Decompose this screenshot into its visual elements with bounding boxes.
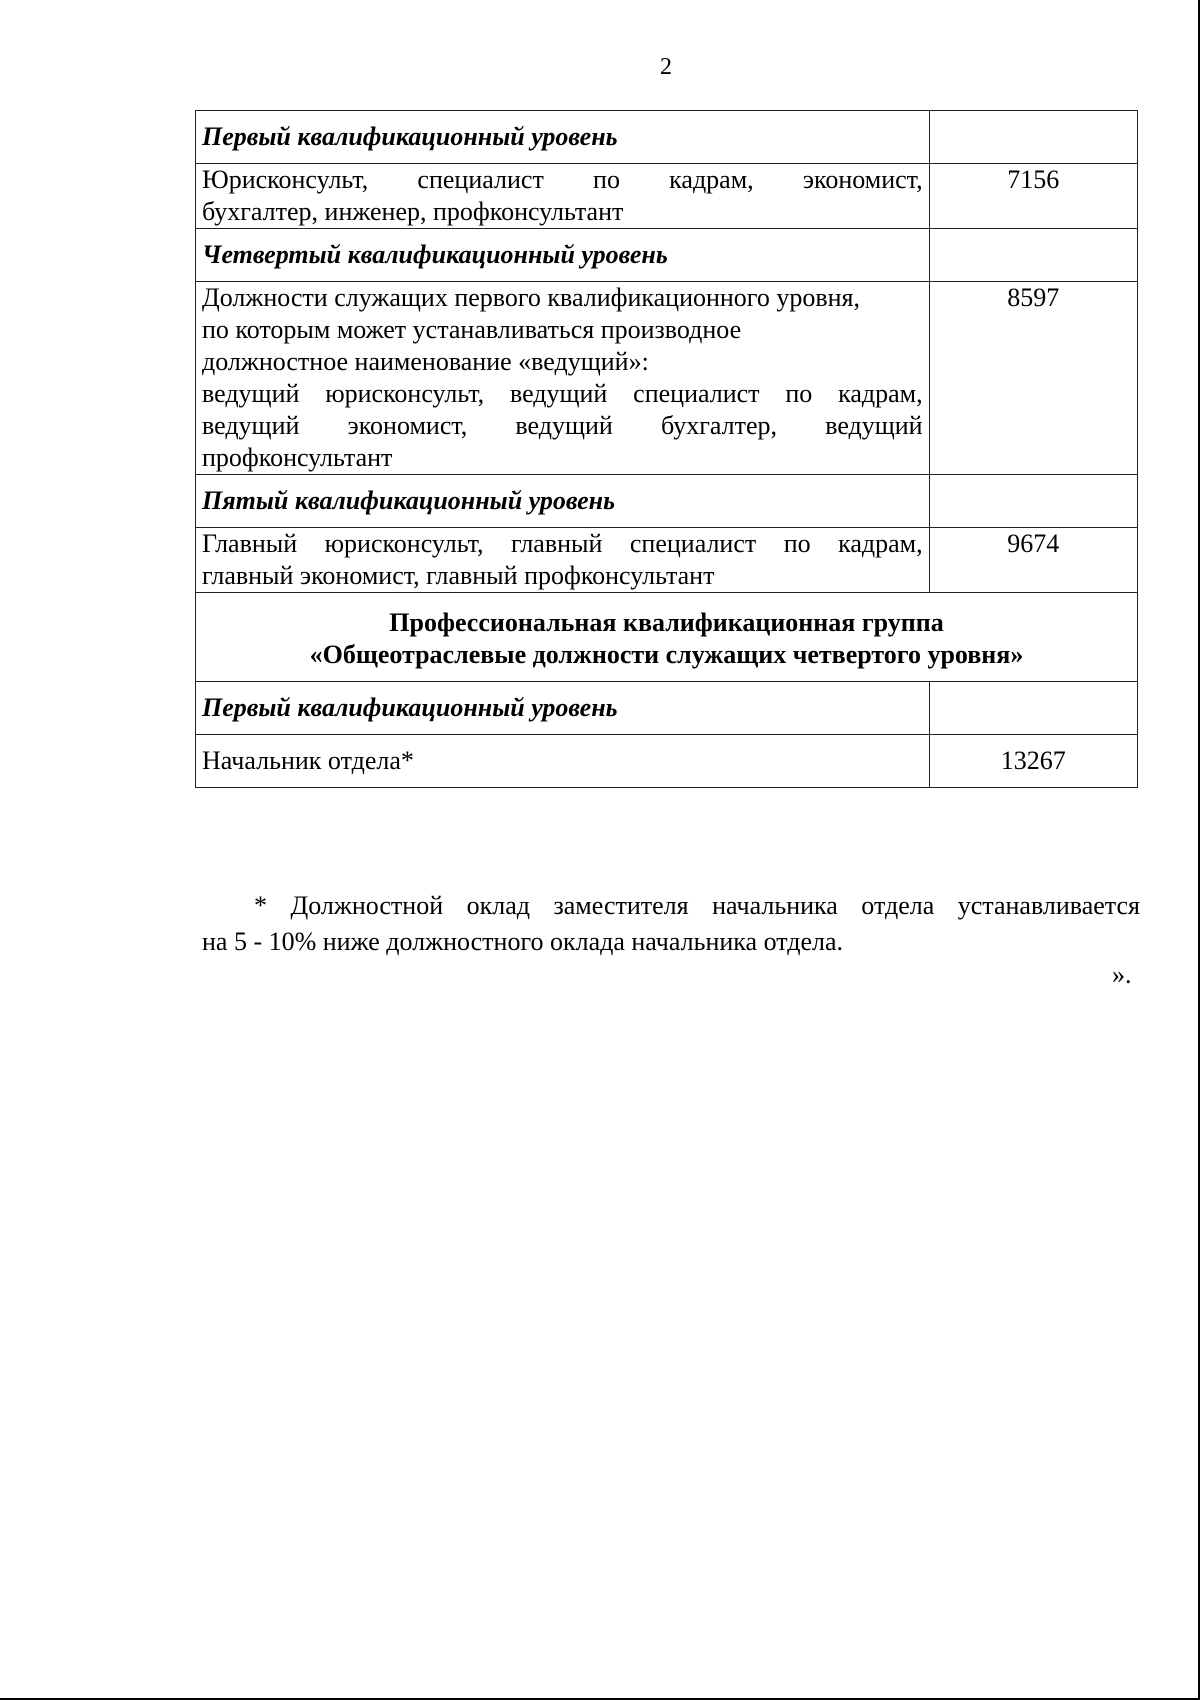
empty-salary-cell	[929, 111, 1137, 164]
footnote-line: на 5 - 10% ниже должностного оклада начальника отдела.	[202, 927, 844, 956]
qualification-level-label: Первый квалификационный уровень	[196, 111, 930, 164]
empty-salary-cell	[929, 229, 1137, 282]
salary-value: 8597	[929, 282, 1137, 475]
salary-value: 13267	[929, 735, 1137, 788]
position-description	[196, 528, 930, 593]
salary-value: 9674	[929, 528, 1137, 593]
table-row	[196, 593, 1138, 682]
table-row	[196, 164, 1138, 229]
position-line: бухгалтер, инженер, профконсультант	[202, 197, 624, 226]
table-row	[196, 229, 1138, 282]
qualification-group-header	[196, 593, 1138, 682]
qualification-level-label: Четвертый квалификационный уровень	[196, 229, 930, 282]
empty-salary-cell	[929, 682, 1137, 735]
footnote	[202, 888, 1140, 960]
position-line: ведущий экономист, ведущий бухгалтер, ведущий	[202, 411, 923, 440]
position-line: должностное наименование «ведущий»:	[202, 347, 649, 376]
qualification-level-label: Пятый квалификационный уровень	[196, 475, 930, 528]
table-row	[196, 735, 1138, 788]
table-row	[196, 528, 1138, 593]
position-line: Юрисконсульт, специалист по кадрам, экономист,	[202, 165, 923, 194]
qualification-level-label: Первый квалификационный уровень	[196, 682, 930, 735]
position-line: Главный юрисконсульт, главный специалист по кадрам,	[202, 529, 923, 558]
closing-quote: ».	[1112, 960, 1132, 989]
table-row	[196, 111, 1138, 164]
footnote-line: * Должностной оклад заместителя начальника отдела устанавливается	[254, 891, 1140, 920]
table-row	[196, 282, 1138, 475]
position-line: по которым может устанавливаться производное	[202, 315, 742, 344]
position-line: ведущий юрисконсульт, ведущий специалист по кадрам,	[202, 379, 923, 408]
position-description	[196, 282, 930, 475]
position-description	[196, 164, 930, 229]
group-title-line: «Общеотраслевые должности служащих четвертого уровня»	[309, 640, 1024, 669]
table-row	[196, 475, 1138, 528]
page-number: 2	[660, 54, 672, 80]
position-line: профконсультант	[202, 443, 393, 472]
position-line: главный экономист, главный профконсультант	[202, 561, 715, 590]
salary-table	[195, 110, 1138, 788]
position-description: Начальник отдела*	[196, 735, 930, 788]
position-line: Должности служащих первого квалификационного уровня,	[202, 283, 860, 312]
table-row	[196, 682, 1138, 735]
empty-salary-cell	[929, 475, 1137, 528]
group-title-line: Профессиональная квалификационная группа	[389, 608, 944, 637]
salary-value: 7156	[929, 164, 1137, 229]
